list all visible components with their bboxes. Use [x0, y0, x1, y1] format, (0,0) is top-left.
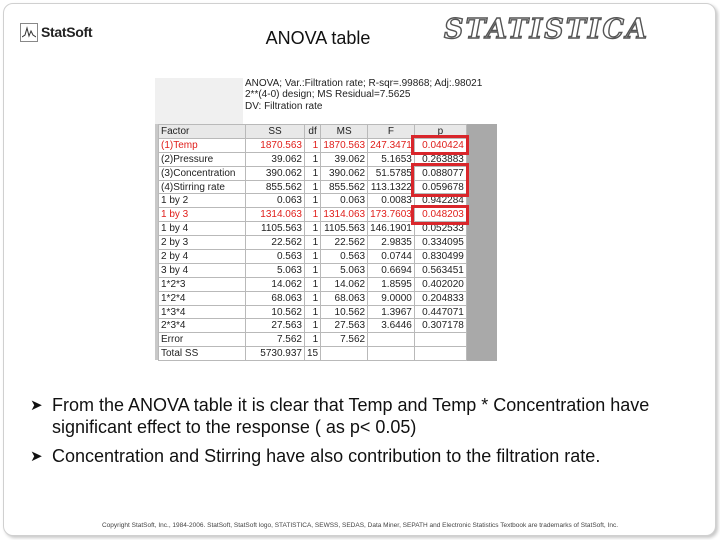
arrow-bullet-icon: ➤ — [30, 397, 43, 414]
cell-ss[interactable]: 14.062 — [246, 277, 305, 291]
empty-column — [466, 125, 496, 139]
cell-ss[interactable]: 855.562 — [246, 180, 305, 194]
table-row — [159, 305, 497, 319]
cell-f[interactable]: 146.1901 — [368, 222, 415, 236]
empty-cell — [466, 250, 496, 264]
column-header-p[interactable]: p — [414, 125, 466, 139]
cell-f[interactable]: 0.0744 — [368, 250, 415, 264]
cell-p[interactable]: 0.204833 — [414, 291, 466, 305]
cell-ss[interactable]: 5730.937 — [246, 347, 305, 361]
cell-ss[interactable]: 10.562 — [246, 305, 305, 319]
table-row — [159, 250, 497, 264]
cell-f[interactable]: 2.9835 — [368, 236, 415, 250]
cell-df[interactable]: 1 — [305, 208, 321, 222]
cell-ss[interactable]: 68.063 — [246, 291, 305, 305]
cell-f[interactable]: 113.1322 — [368, 180, 415, 194]
column-header-factor[interactable]: Factor — [159, 125, 246, 139]
column-header-f[interactable]: F — [368, 125, 415, 139]
cell-ms[interactable]: 22.562 — [321, 236, 368, 250]
column-header-ss[interactable]: SS — [246, 125, 305, 139]
cell-ss[interactable]: 0.563 — [246, 250, 305, 264]
bullet-item — [30, 445, 700, 468]
cell-ms[interactable]: 390.062 — [321, 166, 368, 180]
cell-df[interactable]: 1 — [305, 166, 321, 180]
cell-df[interactable]: 1 — [305, 333, 321, 347]
bullet-item — [30, 394, 700, 438]
cell-ss[interactable]: 27.563 — [246, 319, 305, 333]
empty-cell — [466, 194, 496, 208]
cell-p[interactable]: 0.048203 — [414, 208, 466, 222]
cell-ss[interactable]: 1314.063 — [246, 208, 305, 222]
bullet-list — [30, 394, 700, 475]
cell-p[interactable]: 0.830499 — [414, 250, 466, 264]
cell-p[interactable] — [414, 347, 466, 361]
cell-f[interactable]: 247.3471 — [368, 138, 415, 152]
cell-df[interactable]: 1 — [305, 263, 321, 277]
cell-f[interactable]: 3.6446 — [368, 319, 415, 333]
empty-cell — [466, 166, 496, 180]
cell-ms[interactable]: 7.562 — [321, 333, 368, 347]
header-line: 2**(4-0) design; MS Residual=7.5625 — [245, 89, 411, 101]
cell-p[interactable]: 0.402020 — [414, 277, 466, 291]
cell-p[interactable]: 0.307178 — [414, 319, 466, 333]
significance-highlight-box — [411, 135, 469, 155]
empty-cell — [466, 236, 496, 250]
cell-ms[interactable]: 0.063 — [321, 194, 368, 208]
cell-f[interactable] — [368, 347, 415, 361]
column-header-ms[interactable]: MS — [321, 125, 368, 139]
cell-f[interactable]: 9.0000 — [368, 291, 415, 305]
cell-ss[interactable]: 0.063 — [246, 194, 305, 208]
empty-cell — [466, 222, 496, 236]
cell-df[interactable]: 1 — [305, 194, 321, 208]
cell-p[interactable]: 0.334095 — [414, 236, 466, 250]
cell-factor[interactable]: 2*3*4 — [159, 319, 246, 333]
cell-ms[interactable]: 1105.563 — [321, 222, 368, 236]
cell-p[interactable]: 0.059678 — [414, 180, 466, 194]
cell-ss[interactable]: 22.562 — [246, 236, 305, 250]
cell-f[interactable]: 5.1653 — [368, 152, 415, 166]
cell-ms[interactable]: 68.063 — [321, 291, 368, 305]
table-row — [159, 236, 497, 250]
cell-df[interactable]: 1 — [305, 222, 321, 236]
brand-wordmark: STATISTICA — [444, 14, 649, 45]
cell-f[interactable]: 1.3967 — [368, 305, 415, 319]
column-header-df[interactable]: df — [305, 125, 321, 139]
empty-cell — [466, 291, 496, 305]
logo-text: StatSoft — [41, 24, 93, 40]
empty-cell — [466, 152, 496, 166]
table-row — [159, 333, 497, 347]
cell-df[interactable]: 1 — [305, 236, 321, 250]
cell-ms[interactable]: 0.563 — [321, 250, 368, 264]
header-line: DV: Filtration rate — [245, 100, 323, 112]
cell-factor[interactable]: (2)Pressure — [159, 152, 246, 166]
cell-df[interactable]: 1 — [305, 305, 321, 319]
cell-factor[interactable]: 1 by 4 — [159, 222, 246, 236]
cell-factor[interactable]: 2 by 4 — [159, 250, 246, 264]
cell-ss[interactable]: 1870.563 — [246, 138, 305, 152]
cell-p[interactable]: 0.263883 — [414, 152, 466, 166]
cell-ms[interactable]: 10.562 — [321, 305, 368, 319]
cell-p[interactable]: 0.563451 — [414, 263, 466, 277]
significance-highlight-box — [411, 205, 469, 225]
cell-factor[interactable]: (1)Temp — [159, 138, 246, 152]
cell-p[interactable]: 0.052533 — [414, 222, 466, 236]
empty-cell — [466, 319, 496, 333]
cell-df[interactable]: 1 — [305, 152, 321, 166]
cell-f[interactable]: 173.7603 — [368, 208, 415, 222]
cell-p[interactable] — [414, 333, 466, 347]
table-row — [159, 291, 497, 305]
cell-ss[interactable]: 390.062 — [246, 166, 305, 180]
copyright-footer: Copyright StatSoft, Inc., 1984-2006. StatSoft, StatSoft logo, STATISTICA, SEWSS, SEDAS, Data Miner, SEPATH and Electronic Statistics Textbook are trademarks of StatSoft, Inc. — [101, 522, 618, 529]
cell-factor[interactable]: Total SS — [159, 347, 246, 361]
empty-cell — [466, 347, 496, 361]
empty-cell — [466, 333, 496, 347]
cell-ms[interactable]: 1314.063 — [321, 208, 368, 222]
cell-f[interactable]: 0.6694 — [368, 263, 415, 277]
cell-factor[interactable]: (3)Concentration — [159, 166, 246, 180]
cell-df[interactable]: 15 — [305, 347, 321, 361]
cell-f[interactable]: 1.8595 — [368, 277, 415, 291]
empty-cell — [466, 277, 496, 291]
cell-ms[interactable] — [321, 347, 368, 361]
empty-cell — [466, 138, 496, 152]
empty-cell — [466, 305, 496, 319]
table-row — [159, 347, 497, 361]
cell-ss[interactable]: 7.562 — [246, 333, 305, 347]
cell-factor[interactable]: 2 by 3 — [159, 236, 246, 250]
cell-factor[interactable]: 1*2*4 — [159, 291, 246, 305]
arrow-bullet-icon: ➤ — [30, 448, 43, 465]
cell-factor[interactable]: (4)Stirring rate — [159, 180, 246, 194]
table-row — [159, 263, 497, 277]
bullet-text: From the ANOVA table it is clear that Temp and Temp * Concentration have significant effect to the response ( as p< 0.05) — [52, 395, 650, 437]
cell-ms[interactable]: 5.063 — [321, 263, 368, 277]
cell-factor[interactable]: 3 by 4 — [159, 263, 246, 277]
empty-cell — [466, 263, 496, 277]
cell-df[interactable]: 1 — [305, 180, 321, 194]
cell-df[interactable]: 1 — [305, 277, 321, 291]
cell-ss[interactable]: 5.063 — [246, 263, 305, 277]
table-row — [159, 277, 497, 291]
cell-ss[interactable]: 39.062 — [246, 152, 305, 166]
cell-ms[interactable]: 855.562 — [321, 180, 368, 194]
anova-table — [158, 124, 497, 361]
table-row — [159, 319, 497, 333]
cell-ms[interactable]: 14.062 — [321, 277, 368, 291]
empty-cell — [466, 208, 496, 222]
cell-p[interactable]: 0.040424 — [414, 138, 466, 152]
cell-ms[interactable]: 39.062 — [321, 152, 368, 166]
empty-cell — [466, 180, 496, 194]
cell-factor[interactable]: 1 by 3 — [159, 208, 246, 222]
cell-f[interactable]: 51.5785 — [368, 166, 415, 180]
cell-f[interactable]: 0.0083 — [368, 194, 415, 208]
significance-highlight-box — [411, 163, 469, 197]
cell-p[interactable]: 0.088077 — [414, 166, 466, 180]
cell-p[interactable]: 0.447071 — [414, 305, 466, 319]
cell-factor[interactable]: 1*2*3 — [159, 277, 246, 291]
anova-header — [243, 78, 494, 124]
cell-p[interactable]: 0.942284 — [414, 194, 466, 208]
cell-f[interactable] — [368, 333, 415, 347]
cell-ss[interactable]: 1105.563 — [246, 222, 305, 236]
cell-df[interactable]: 1 — [305, 250, 321, 264]
cell-ms[interactable]: 27.563 — [321, 319, 368, 333]
cell-factor[interactable]: Error — [159, 333, 246, 347]
cell-factor[interactable]: 1 by 2 — [159, 194, 246, 208]
cell-df[interactable]: 1 — [305, 138, 321, 152]
bullet-text: Concentration and Stirring have also contribution to the filtration rate. — [52, 446, 601, 466]
header-line: ANOVA; Var.:Filtration rate; R-sqr=.99868; Adj:.98021 — [245, 78, 483, 89]
cell-df[interactable]: 1 — [305, 319, 321, 333]
page-title: ANOVA table — [265, 28, 371, 48]
cell-df[interactable]: 1 — [305, 291, 321, 305]
cell-factor[interactable]: 1*3*4 — [159, 305, 246, 319]
cell-ms[interactable]: 1870.563 — [321, 138, 368, 152]
